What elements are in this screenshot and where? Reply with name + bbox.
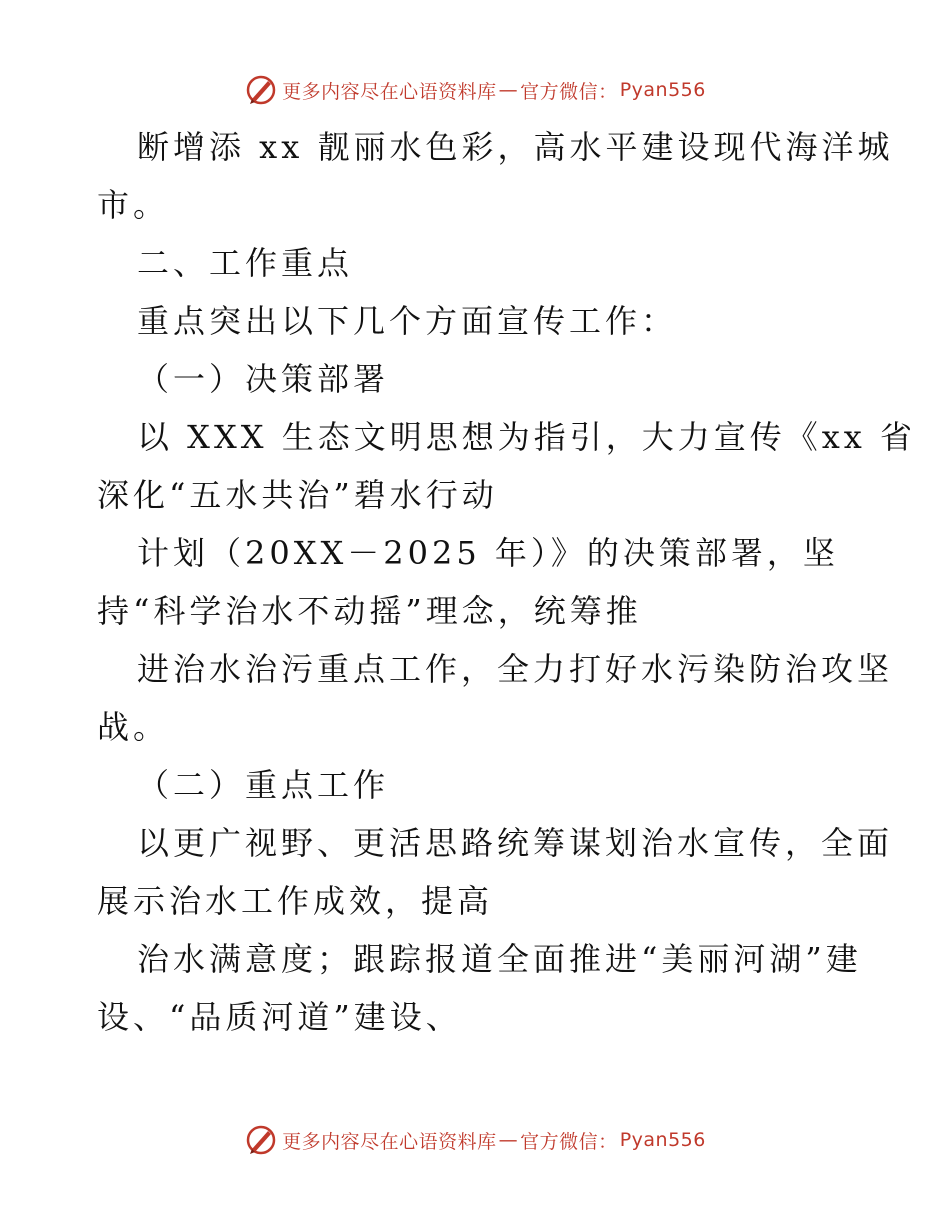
text-line: 战。	[97, 708, 170, 746]
text-line: 设、“品质河道”建设、	[97, 998, 462, 1036]
banner-wechat-id: Pyan556	[619, 1129, 706, 1151]
text-line: 以 XXX 生态文明思想为指引，大力宣传《xx 省	[137, 418, 916, 456]
text-line: 重点突出以下几个方面宣传工作：	[137, 302, 678, 340]
text-line: 以更广视野、更活思路统筹谋划治水宣传，全面	[137, 824, 894, 862]
banner-wechat-label: 官方微信：	[520, 80, 618, 103]
text-line: 计划（20XX－2025 年）》的决策部署，坚	[137, 534, 839, 572]
banner-brand: 更多内容尽在心语资料库	[282, 1130, 497, 1153]
text-line: 深化“五水共治”碧水行动	[97, 476, 498, 514]
banner-brand: 更多内容尽在心语资料库	[282, 80, 497, 103]
text-line: 持“科学治水不动摇”理念，统筹推	[97, 592, 642, 630]
section-heading: 二、工作重点	[137, 244, 354, 282]
document-body	[97, 118, 916, 1046]
text-line: 治水满意度；跟踪报道全面推进“美丽河湖”建	[137, 940, 862, 978]
banner-wechat-id: Pyan556	[619, 79, 706, 101]
text-line: 进治水治污重点工作，全力打好水污染防治攻坚	[137, 650, 894, 688]
text-line: 断增添 xx 靓丽水色彩，高水平建设现代海洋城	[137, 128, 894, 166]
banner-dash: —	[498, 1129, 519, 1151]
header-watermark	[0, 70, 950, 110]
text-line: 市。	[97, 186, 170, 224]
pen-logo-icon	[244, 1123, 278, 1157]
banner-wechat-label: 官方微信：	[520, 1130, 618, 1153]
text-line: 展示治水工作成效，提高	[97, 882, 494, 920]
subsection-heading: （二）重点工作	[137, 766, 390, 804]
subsection-heading: （一）决策部署	[137, 360, 390, 398]
footer-watermark	[0, 1120, 950, 1160]
banner-dash: —	[498, 79, 519, 101]
pen-logo-icon	[244, 73, 278, 107]
